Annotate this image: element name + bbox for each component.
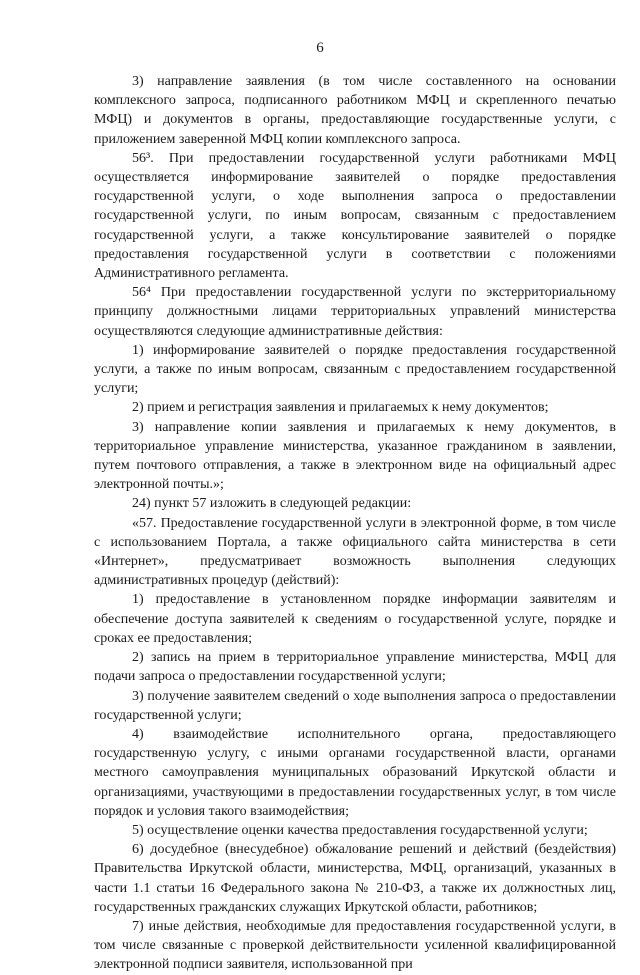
paragraph-56-3: 56³. При предоставлении государственной услуги работниками МФЦ осуществляется информирование заявителей о порядке предоставления государственной услуги, о ходе выполнения запроса о предоставлении государственной услуги, по иным вопросам, связанным с предоставлением государственной услуги, а также консультирование заявителей о порядке предоставления государственной услуги в соответствии с положениями Административного регламента.: [94, 150, 616, 282]
list-item-57-2: 2) запись на прием в территориальное управление министерства, МФЦ для подачи запроса о предоставлении государственной услуги;: [94, 650, 616, 685]
list-item-reception: 2) прием и регистрация заявления и прилагаемых к нему документов;: [132, 400, 549, 416]
paragraph-3-sending-application: 3) направление заявления (в том числе составленного на основании комплексного запроса, подписанного работником МФЦ и скрепленного печатью МФЦ) и документов в органы, предоставляющие государственные услуги, с приложением заверенной МФЦ копии комплексного запроса.: [94, 74, 616, 147]
list-item-sending-copy: 3) направление копии заявления и прилагаемых к нему документов, в территориальное управление министерства, указанное гражданином в заявлении, путем почтового отправления, а также в электронном виде на официальный адрес электронной почты.»;: [94, 419, 616, 493]
list-item-57-5: 5) осуществление оценки качества предоставления государственной услуги;: [132, 822, 588, 838]
paragraph-57: «57. Предоставление государственной услуги в электронной форме, в том числе с использованием Портала, а также официального сайта министерства в сети «Интернет», предусматривает возможность выполнения следующих административных процедур (действий):: [94, 515, 616, 589]
list-item-informing: 1) информирование заявителей о порядке предоставления государственной услуги, а также по иным вопросам, связанным с предоставлением государственной услуги;: [94, 342, 616, 397]
list-item-57-3: 3) получение заявителем сведений о ходе выполнения запроса о предоставлении государственной услуги;: [94, 688, 616, 723]
document-body: [94, 72, 616, 975]
paragraph-24: 24) пункт 57 изложить в следующей редакции:: [132, 496, 412, 512]
list-item-57-1: 1) предоставление в установленном порядке информации заявителям и обеспечение доступа заявителей к сведениям о государственной услуге, порядке и сроках ее предоставления;: [94, 592, 616, 646]
page-number: 6: [316, 40, 324, 56]
list-item-57-7: 7) иные действия, необходимые для предоставления государственной услуги, в том числе связанные с проверкой действительности усиленной квалифицированной электронной подписи заявителя, использованной при: [94, 918, 616, 973]
paragraph-56-4: 56⁴ При предоставлении государственной услуги по экстерриториальному принципу должностными лицами территориальных управлений министерства осуществляются следующие административные действия:: [94, 285, 616, 339]
list-item-57-4: 4) взаимодействие исполнительного органа, предоставляющего государственную услугу, с иными органами государственной власти, органами местного самоуправления муниципальных образований Иркутской области и организациями, участвующими в предоставлении государственных услуг, в том числе порядок и условия такого взаимодействия;: [94, 726, 616, 819]
list-item-57-6: 6) досудебное (внесудебное) обжалование решений и действий (бездействия) Правительства Иркутской области, министерства, МФЦ, организаций, указанных в части 1.1 статьи 16 Федерального закона № 210-ФЗ, а также их должностных лиц, государственных гражданских служащих Иркутской области, работников;: [94, 842, 616, 915]
